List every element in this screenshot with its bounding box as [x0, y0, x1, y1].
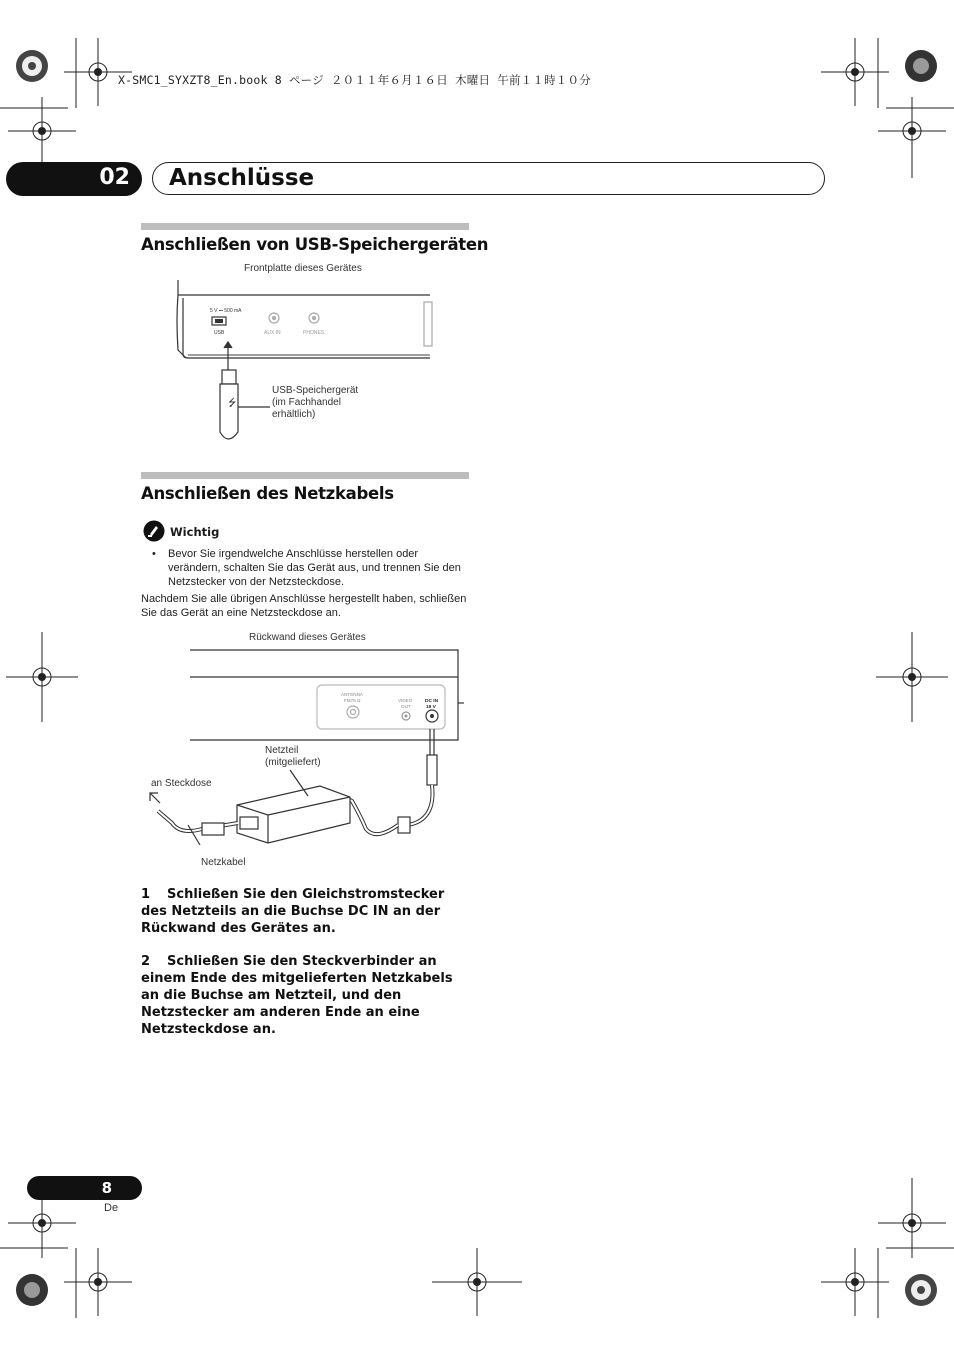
- step-2: [141, 953, 471, 1038]
- usb-connection-figure: [174, 280, 474, 450]
- aux-in-label: AUX IN: [264, 330, 281, 336]
- chapter-number: 02: [99, 165, 130, 190]
- step-number: 1: [141, 887, 151, 902]
- video-out-label: VIDEO: [398, 698, 413, 703]
- adapter-caption: [265, 745, 321, 769]
- step-number: 2: [141, 954, 151, 969]
- front-panel-caption: Frontplatte dieses Gerätes: [244, 263, 362, 274]
- print-header: X-SMC1_SYXZT8_En.book 8 ページ ２０１１年６月１６日 木曜日 午前１１時１０分: [118, 73, 591, 87]
- page-number-tab: [27, 1176, 142, 1200]
- important-icon: [143, 520, 165, 542]
- rear-panel-caption: Rückwand dieses Gerätes: [249, 632, 366, 643]
- dc-in-label-sub: 19 V: [426, 705, 436, 710]
- chapter-bar: [152, 162, 825, 195]
- adapter-caption-line: Netzteil: [265, 745, 299, 756]
- section-heading-power: Anschließen des Netzkabels: [141, 484, 394, 503]
- outlet-caption: an Steckdose: [151, 778, 212, 789]
- antenna-label-sub: FM75 Ω: [344, 698, 361, 703]
- step-text: Schließen Sie den Gleichstromstecker des Netzteils an die Buchse DC IN an der Rückwand des Gerätes an.: [141, 887, 445, 936]
- page-number: 8: [101, 1179, 112, 1197]
- usb-device-caption: [272, 385, 358, 421]
- section-rule: [141, 223, 469, 230]
- section-heading-usb: Anschließen von USB-Speichergeräten: [141, 235, 489, 254]
- cable-caption: Netzkabel: [201, 857, 246, 868]
- usb-device-caption-line: USB-Speichergerät: [272, 385, 359, 396]
- language-code: De: [104, 1202, 119, 1214]
- chapter-tab: [6, 162, 142, 196]
- section-rule: [141, 472, 469, 479]
- bullet-marker: •: [152, 548, 156, 560]
- step-1: [141, 886, 471, 937]
- step-text: Schließen Sie den Steckverbinder an einem Ende des mitgelieferten Netzkabels an die Buchse am Netzteil, und den Netzstecker am anderen Ende an eine Netzsteckdose an.: [141, 954, 453, 1037]
- chapter-title: Anschlüsse: [169, 165, 315, 191]
- usb-rating-label: 5 V ⎓ 500 mA: [210, 308, 242, 314]
- video-out-label-sub: OUT: [401, 704, 411, 709]
- important-bullet-text: Bevor Sie irgendwelche Anschlüsse herstellen oder verändern, schalten Sie das Gerät aus, und trennen Sie den Netzstecker von der Netzsteckdose.: [168, 548, 461, 588]
- phones-label: PHONES: [303, 330, 325, 336]
- antenna-label: ANTENNA: [341, 692, 363, 697]
- usb-symbol-icon: ⭍: [228, 398, 237, 409]
- usb-port-label: USB: [214, 330, 225, 336]
- usb-device-caption-line: erhältlich): [272, 409, 316, 420]
- power-paragraph: Nachdem Sie alle übrigen Anschlüsse hergestellt haben, schließen Sie das Gerät an eine Netzsteckdose an.: [141, 593, 467, 619]
- usb-device-caption-line: (im Fachhandel: [272, 397, 341, 408]
- important-label: Wichtig: [170, 525, 220, 539]
- adapter-caption-line: (mitgeliefert): [265, 757, 321, 768]
- dc-in-label: DC IN: [425, 699, 439, 704]
